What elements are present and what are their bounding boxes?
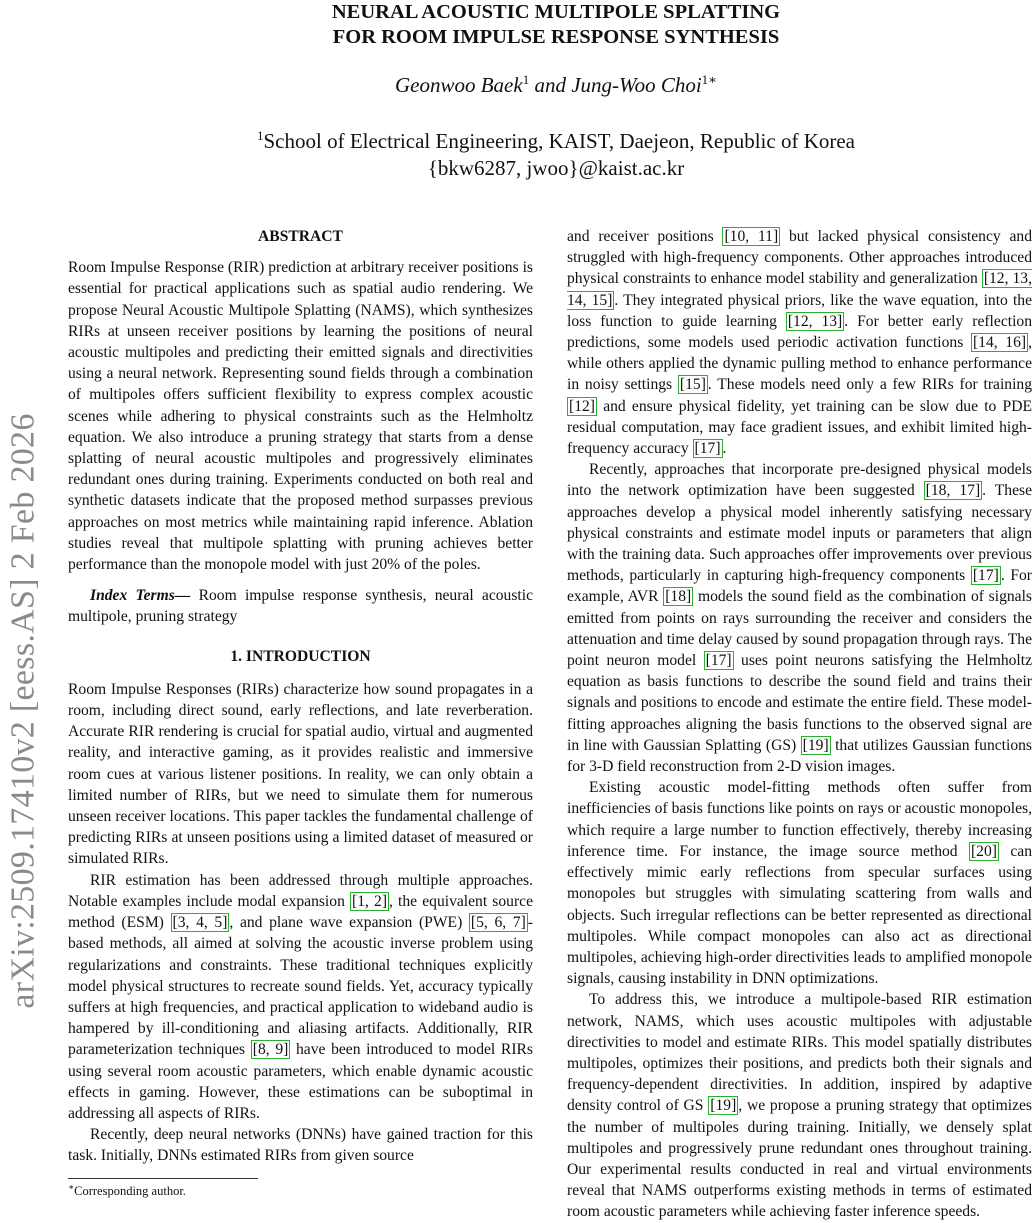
title-line-1: NEURAL ACOUSTIC MULTIPOLE SPLATTING [331,1,781,23]
author-1-affil: 1 [522,72,530,87]
affiliation-mark: 1 [257,128,264,143]
footnote-text: Corresponding author. [74,1184,186,1199]
author-and: and [529,73,572,97]
abstract-heading: ABSTRACT [258,228,343,245]
citation-link[interactable]: [18, 17] [925,482,981,500]
citation-link[interactable]: [3, 4, 5] [172,914,228,932]
arxiv-sidebar [4,236,44,1186]
footnote [68,1182,186,1199]
index-terms-text: Room impulse response synthesis, neural acoustic multipole, pruning strategy [68,587,533,626]
citation-link[interactable]: [17] [972,567,999,585]
abstract-text: Room Impulse Response (RIR) prediction at arbitrary receiver positions is essential for practical applications such as spatial audio rendering. We propose Neural Acoustic Multipole Splatting (NAMS), which synthesizes RIRs at unseen receiver positions by learning the positions of neural acoustic multipoles and predicting their emitted signals and directivities using a neural network. Representing sound fields through a combination of multipoles offers sufficient flexibility to express complex acoustic scenes while adhering to physical constraints such as the Helmholtz equation. We also introduce a pruning strategy that starts from a dense splatting of neural acoustic multipoles and progressively eliminates redundant ones during training. Experiments conducted on both real and synthetic datasets indicate that the proposed method surpasses previous approaches on most metrics while maintaining rapid inference. Ablation studies reveal that multipole splatting with pruning achieves better performance than the monopole model with just 20% of the poles. [68,259,533,574]
title-line-2: FOR ROOM IMPULSE RESPONSE SYNTHESIS [332,26,780,48]
authors [250,72,862,98]
citation-link[interactable]: [8, 9] [252,1041,289,1059]
citation-link[interactable]: [10, 11] [724,228,779,245]
author-1: Geonwoo Baek [394,73,523,97]
intro-paragraph-2: RIR estimation has been addressed through multiple approaches. Notable examples include modal expansion [1, 2] , the equivalent source method (ESM) [3, 4, 5] , and plane wave expansion (PWE) [5, 6, 7] -based methods, all aimed at solving the acoustic inverse problem using regularizations and constraints. These traditional techniques explicitly model physical structures to recreate sound fields. Yet, accuracy typically suffers at high frequencies, and practical application to wideband audio is hampered by ill-conditioning and aliasing artifacts. Additionally, RIR parameterization techniques [8, 9] have been introduced to model RIRs using several room acoustic parameters, which enable dynamic acoustic effects in gaming. However, these estimations can be suboptimal in addressing all aspects of RIRs. [68,871,533,1122]
author-2: Jung-Woo Choi [571,73,702,97]
footnote-rule [68,1178,258,1179]
paper-title [250,0,862,50]
intro-paragraph-3: Recently, deep neural networks (DNNs) have gained traction for this task. Initially, DNNs estimated RIRs from given source [68,1126,533,1165]
citation-link[interactable]: [14, 16] [972,334,1027,352]
citation-link[interactable]: [5, 6, 7] [470,914,526,932]
footnote-mark: ∗ [68,1182,75,1192]
citation-link[interactable]: [20] [970,842,997,860]
citation-link[interactable]: [12, 13, 14, 15] [567,270,1032,309]
citation-link[interactable]: [12] [569,397,595,415]
affiliation: School of Electrical Engineering, KAIST, Daejeon, Republic of Korea [263,129,855,153]
right-paragraph-3: Existing acoustic model-fitting methods often suffer from inefficiencies of basis functions like points on rays or acoustic monopoles, which require a large number to function effectively, thereby increasing inference time. For instance, the image source method [20] can effectively mimic early reflections from specular surfaces using monopoles but struggles with simulating scattering from walls and objects. Such irregular reflections can be better represented as directional multipoles. While compact monopoles can also act as directional multipoles, achieving high-order directivities leads to amplified monopole signals, causing instability in DNN optimizations. [567,779,1032,988]
citation-link[interactable]: [17] [694,440,721,458]
citation-link[interactable]: [17] [705,652,732,670]
emails: {bkw6287, jwoo}@kaist.ac.kr [427,156,685,180]
citation-link[interactable]: [19] [802,736,829,754]
right-paragraph-1: and receiver positions [10, 11] but lacked physical consistency and struggled with high-frequency components. Other approaches introduced physical constraints to enhance model stability and generalization [12, 13, 14, 15] . They integrated physical priors, like the wave equation, into the loss function to guide learning [12, 13] . For better early reflection predictions, some models used periodic activation functions [14, 16] , while others applied the dynamic pulling method to enhance performance in noisy settings [15] . These models need only a few RIRs for training [12] and ensure physical fidelity, yet training can be slow due to PDE residual computation, may face gradient issues, and exhibit limited high-frequency accuracy [17] . [567,228,1033,458]
citation-link[interactable]: [12, 13] [787,312,843,330]
index-terms-label: Index Terms— [90,587,191,605]
right-column [567,226,1032,1223]
author-2-affil: 1∗ [701,72,718,87]
intro-heading: 1. INTRODUCTION [230,647,371,665]
citation-link[interactable]: [15] [679,376,706,394]
right-paragraph-2: Recently, approaches that incorporate pre-designed physical models into the network optimization have been suggested [18, 17] . These approaches develop a physical model inherently satisfying necessary physical constraints and estimate model inputs or parameters that align with the training data. Such approaches offer improvements over previous methods, particularly in capturing high-frequency components [17] . For example, AVR [18] models the sound field as the combination of signals emitted from points on rays surrounding the receiver and considers the attenuation and time delay caused by sound propagation through rays. The point neuron model [17] uses point neurons satisfying the Helmholtz equation as basis functions to describe the sound field and trains their signals and positions to encode and estimate the entire field. These model-fitting approaches aligning the basis functions to the observed signal are in line with Gaussian Splatting (GS) [19] that utilizes Gaussian functions for 3-D field reconstruction from 2-D vision images. [567,461,1033,776]
right-paragraph-4: To address this, we introduce a multipole-based RIR estimation network, NAMS, which uses acoustic multipoles with adjustable directivities to model and estimate RIRs. This model spatially distributes multipoles, optimizes their positions, and predicts both their signals and frequency-dependent directivities. In addition, inspired by adaptive density control of GS [19] , we propose a pruning strategy that optimizes the number of multipoles during training. Initially, we densely splat multipoles and progressively prune redundant ones throughout training. Our experimental results conducted in real and virtual environments reveal that NAMS outperforms existing methods in terms of estimated room acoustic parameters while achieving faster inference speeds. [567,991,1032,1221]
intro-paragraph-1: Room Impulse Responses (RIRs) characterize how sound propagates in a room, including direct sound, early reflections, and late reverberation. Accurate RIR rendering is crucial for spatial audio, virtual and augmented reality, and interactive gaming, as it provides realistic and immersive room cues at various listener positions. In reality, we can only obtain a limited number of RIRs, but we need to simulate them for numerous unseen receiver locations. This paper tackles the fundamental challenge of predicting RIRs at unseen positions using a limited dataset of measured or simulated RIRs. [68,680,533,868]
arxiv-id: arXiv:2509.17410v2 [eess.AS] 2 Feb 2026 [5,413,42,1009]
affiliation-block [200,122,912,182]
citation-link[interactable]: [1, 2] [352,892,388,910]
left-column [68,226,533,1167]
citation-link[interactable]: [19] [710,1097,737,1115]
index-terms [68,585,533,627]
citation-link[interactable]: [18] [665,588,692,606]
